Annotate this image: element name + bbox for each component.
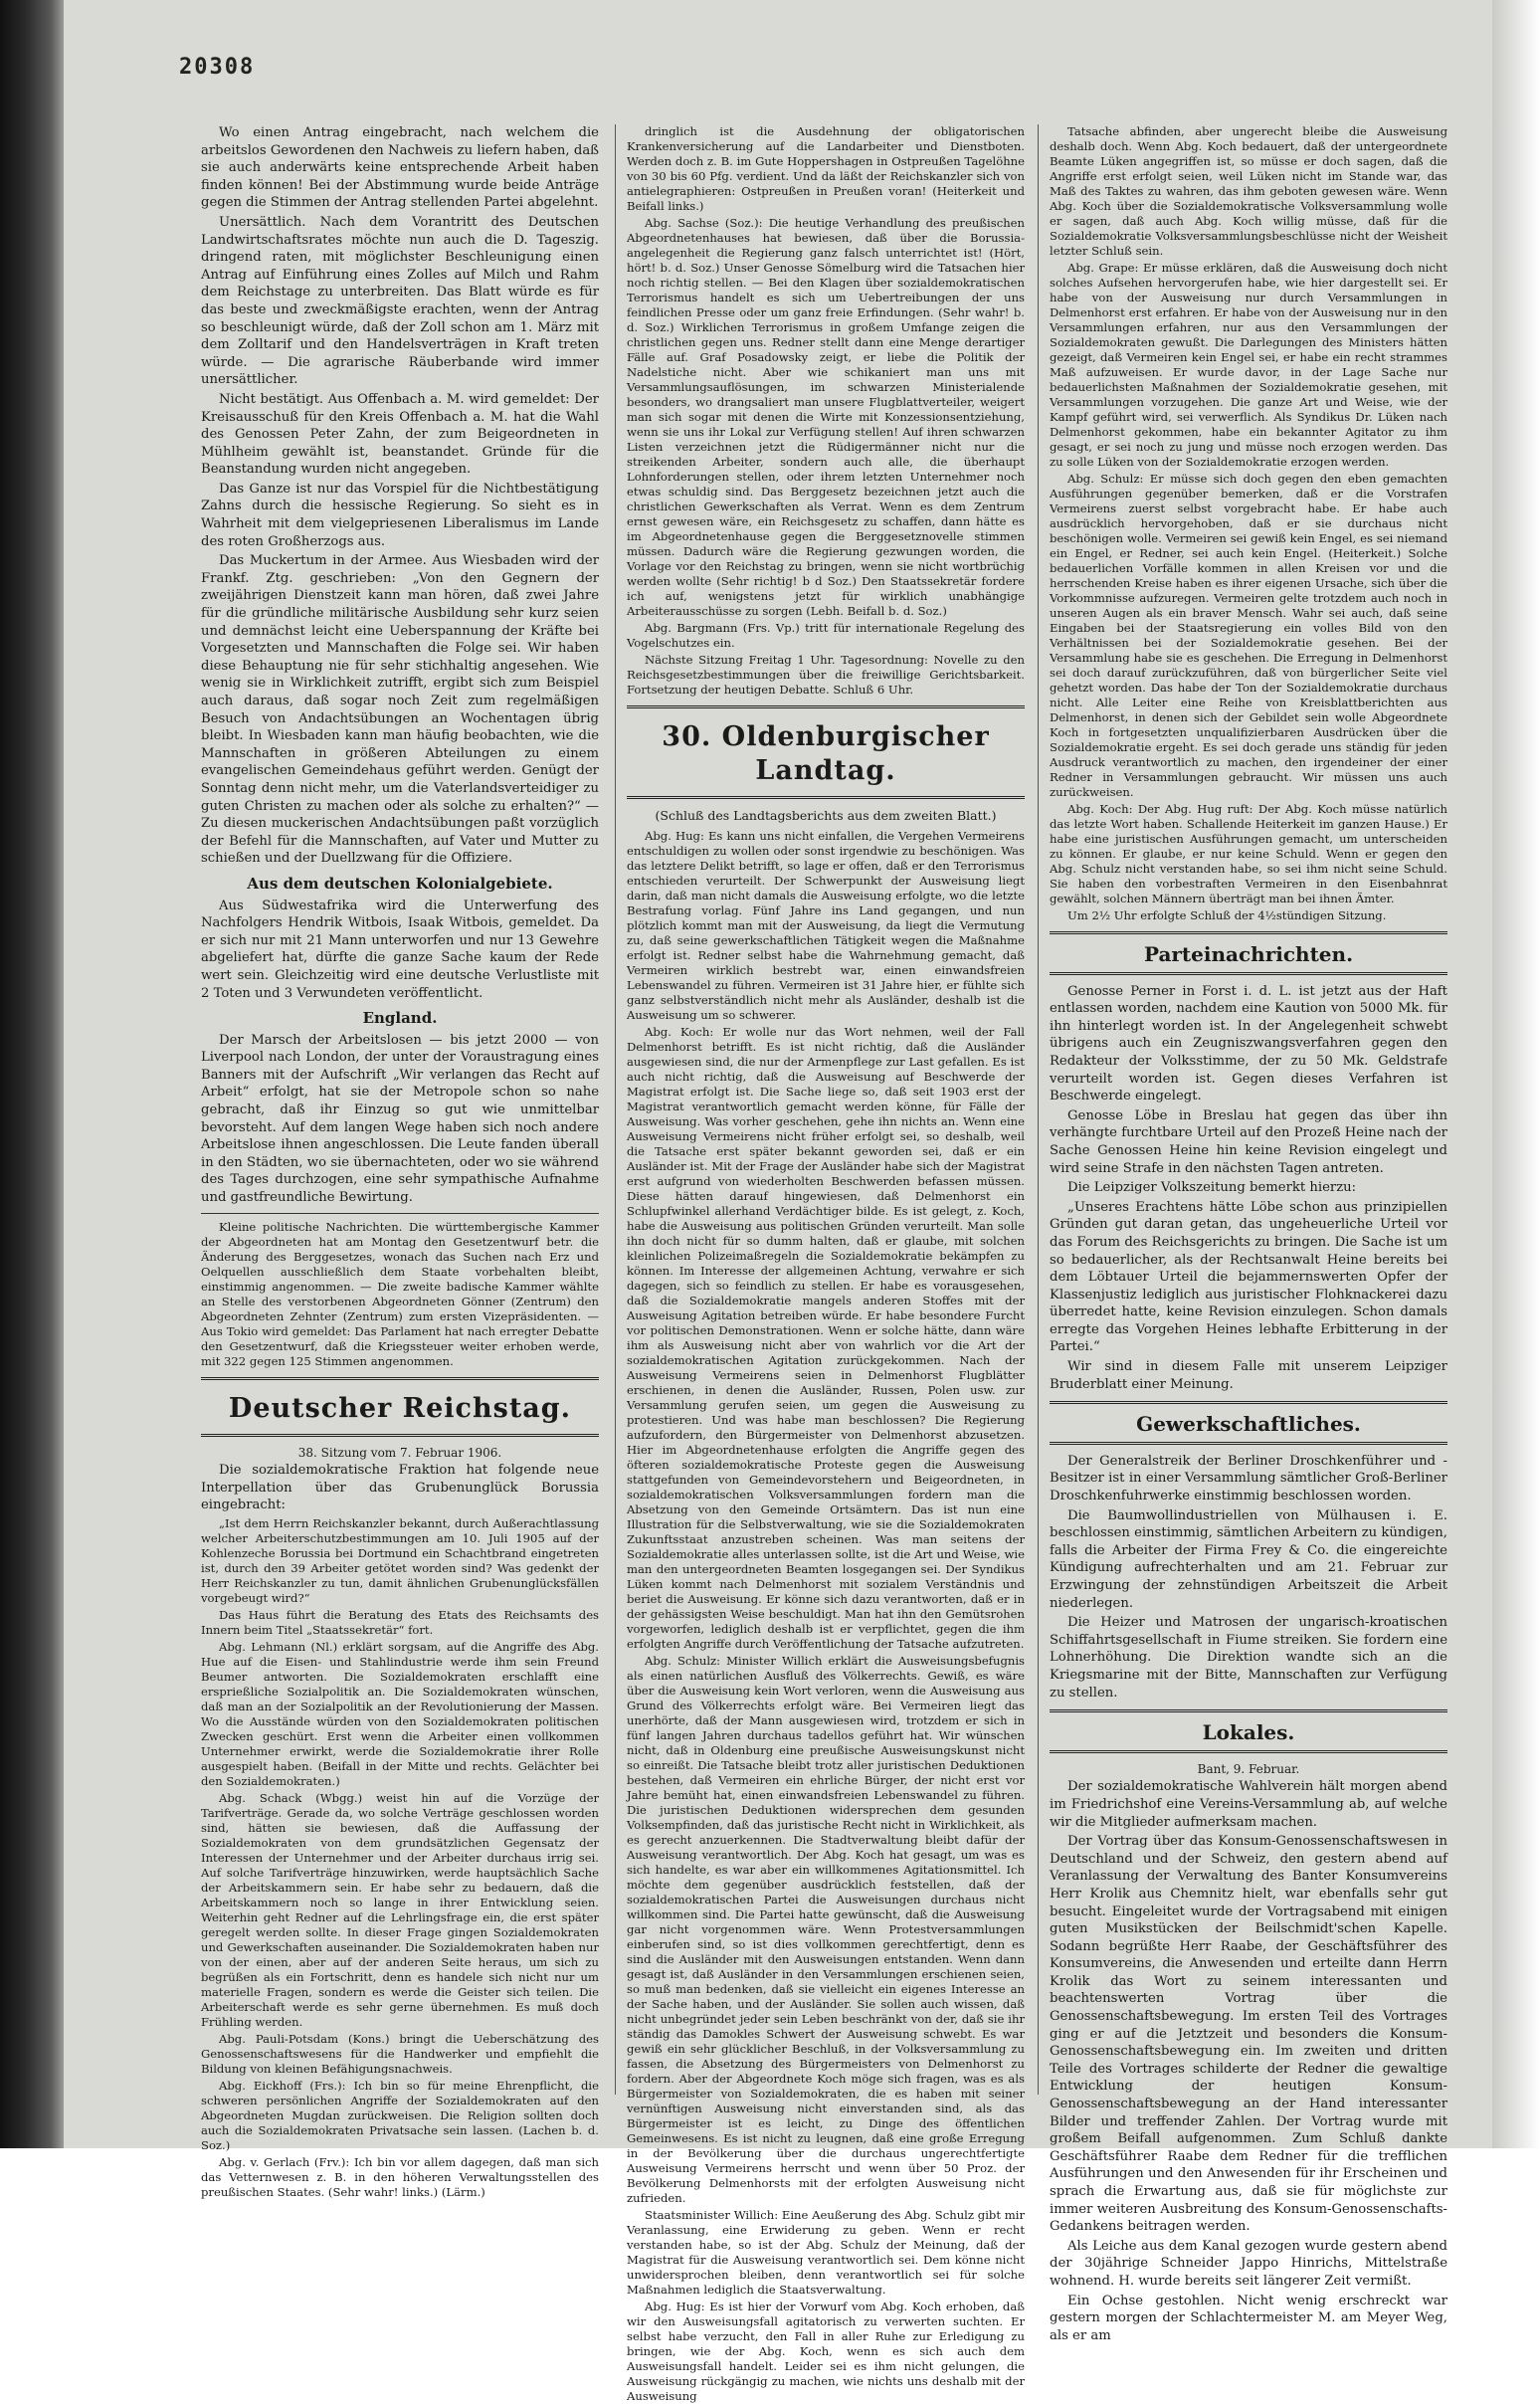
book-binding: [0, 0, 64, 2148]
paragraph: Das Haus führt die Beratung des Etats des Reichsamts des Innern beim Titel „Staatssekretär“ fort.: [201, 1608, 599, 1637]
paragraph: Abg. Hug: Es ist hier der Vorwurf vom Abg. Koch erhoben, daß wir den Ausweisungsfall agitatorisch zu verwerten suchten. Er selbst habe verzucht, den Fall in aller Ruhe zur Erledigung zu bringen, wie der Abg. Koch, wenn es sich auch dem Ausweisungsfall handelt. Leider sei es ihm nicht gelungen, die Ausweisung rückgängig zu machen, wie nichts uns deshalb mit der Ausweisung: [627, 2299, 1025, 2403]
paragraph: Ein Ochse gestohlen. Nicht wenig erschreckt war gestern morgen der Schlachtermeister M. am Meyer Weg, als er am: [1050, 2293, 1447, 2343]
paragraph: Nächste Sitzung Freitag 1 Uhr. Tagesordnung: Novelle zu den Reichsgesetzbestimmungen über die freiwillige Gerichtsbarkeit. Fortsetzung der heutigen Debatte. Schluß 6 Uhr.: [627, 653, 1025, 697]
paragraph: Abg. Schulz: Minister Willich erklärt die Ausweisungsbefugnis als einen natürlichen Ausfluß des Völkerrechts. Gewiß, es wäre über die Ausweisung kein Wort verloren, wenn die Ausweisung aus Grund des Völkerrechts erfolgt wäre. Bei Vermeiren liegt das unerhörte, daß der Mann ausgewiesen wird, trotzdem er sich in fünf langen Jahren durchaus tadellos geführt hat. Wir wünschen nicht, daß in Oldenburg eine preußische Ausweisungskunst nicht so einreißt. Die Tatsache bleibt trotz aller juristischen Deduktionen bestehen, daß Vermeiren ein ehrliche Bürger, der nicht erst vor Jahre bemüht hat, einen einwandsfreien Lebenswandel zu führen. Die juristischen Deduktionen widersprechen dem gesunden Volksempfinden, daß das juristische Recht nicht in Wirklichkeit, als es gerecht anzuerkennen. Die Stadtverwaltung bleibt dafür der Ausweisung verantwortlich. Der Abg. Koch hat gesagt, um was es sich handelte, es war aber ein willkommenes Agitationsmittel. Ich möchte dem gegenüber ausdrücklich feststellen, daß der sozialdemokratischen Partei die Ausweisungen durchaus nicht willkommen sind. Die Partei hatte gewünscht, daß die Ausweisung gar nicht vorgenommen wäre. Wenn Protestversammlungen einberufen sind, so ist dies vollkommen gerechtfertigt, denn es sind die Ausländer mit den Ausweisungen entstanden. Wenn dann gesagt ist, daß Ausländer in den Versammlungen erschienen seien, so muß man bedenken, daß sie vielleicht ein eigenes Interesse an der Sache haben, und der Ausländer. Sie sollen auch wissen, daß nicht unbegründet jeder sein Leben beschränkt von der, daß sie ihr ständig das Damokles Schwert der Ausweisung schwebt. Es war gewiß ein sehr glücklicher Beschluß, in der Volksversammlung zu fassen, die Absetzung des Bürgermeisters von Delmenhorst zu fordern. Aber der Abgeordnete Koch möge sich fragen, was es als Bürgermeister von Sozialdemokraten, die es haben mit seiner vernünftigen Ausweisung nicht einverstanden sind, als das Bürgermeister ist es leicht, zu Dinge des öffentlichen Gemeinwesens. Es ist nicht zu leugnen, daß eine große Erregung in der Bevölkerung über die durchaus ungerechtfertigte Ausweisung Vermeirens herrscht und wenn über 50 Proz. der Bevölkerung Delmenhorsts mit der erfolgten Ausweisung nicht zufrieden.: [627, 1653, 1025, 2205]
section-subheading: (Schluß des Landtagsberichts aus dem zweiten Blatt.): [655, 808, 997, 823]
section-box: [627, 705, 1025, 799]
section-heading: 30. Oldenburgischer Landtag.: [662, 721, 990, 786]
column-1: [201, 124, 599, 2199]
paragraph: Unersättlich. Nach dem Vorantritt des Deutschen Landwirtschaftsrates möchte nun auch die D. Tageszig. dringend raten, mit möglichster Beschleunigung einen Antrag auf Einführung eines Zolles auf Milch und Rahm dem Reichstage zu unterbreiten. Das Blatt würde es für das beste und zweckmäßigste erachten, wenn der Antrag so beschleunigt würde, daß der Zoll schon am 1. März mit dem Zolltarif und den Handelsverträgen in Kraft treten würde. — Die agrarische Räuberbande wird immer unersättlicher.: [201, 214, 599, 388]
dateline: Bant, 9. Februar.: [1197, 1761, 1300, 1776]
paragraph: Kleine politische Nachrichten. Die württembergische Kammer der Abgeordneten hat am Montag den Gesetzentwurf betr. die Änderung des Berggesetzes, wonach das Suchen nach Erz und Oelquellen ausschließlich dem Staate vorbehalten bleibt, einstimmig angenommen. — Die zweite badische Kammer wählte an Stelle des verstorbenen Abgeordneten Gönner (Zentrum) den Abgeordneten Zehnter (Zentrum) zum ersten Vizepräsidenten. — Aus Tokio wird gemeldet: Das Parlament hat nach erregter Debatte den Gesetzentwurf, daß die Kriegssteuer weiter erhoben werde, mit 322 gegen 125 Stimmen angenommen.: [201, 1219, 599, 1368]
section-box: [201, 1377, 599, 1437]
paragraph: Abg. Lehmann (Nl.) erklärt sorgsam, auf die Angriffe des Abg. Hue auf die Eisen- und Stahlindustrie werde ihm sein Freund Beumer antworten. Die Sozialdemokraten erschlafft eine ersprießliche Sozialpolitik an. Die Sozialdemokraten wünschen, daß man an der Sozialpolitik an der Revolutionierung der Massen. Wo die Ausstände würden von den Sozialdemokraten politischen Zwecken geschürt. Erst wenn die Arbeiter einen vollkommen Unternehmer erwirkt, werde die Sozialdemokratie ihrer Rolle ausgespielt haben. (Beifall in der Mitte und rechts. Gelächter bei den Sozialdemokraten.): [201, 1640, 599, 1788]
paragraph: Abg. Schulz: Er müsse sich doch gegen den eben gemachten Ausführungen gegenüber bemerken, daß er die Vorstrafen Vermeirens zuerst selbst vorgebracht habe. Er habe auch ausdrücklich hervorgehoben, daß er sie durchaus nicht beschönigen wolle. Vermeiren sei gewiß kein Engel, es sei niemand ein Engel, er Redner, sei auch kein Engel. (Heiterkeit.) Solche bedauerlichen Vorfälle kommen in allen Kreisen vor und die herrschenden Kreise haben es ihrer eigenen Ursache, sich über die Vorkommnisse aufzuregen. Vermeiren gelte trotzdem auch noch in unseren Augen als ein braver Mensch. Wahr sei auch, daß seine Eingaben bei der Staatsregierung ein volles Bild von den Verhältnissen bei der Sozialdemokratie gesehen. Bei der Versammlung habe sie es geschehen. Die Erregung in Delmenhorst sei doch darauf zurückzuführen, daß von bürgerlicher Seite viel gehetzt worden. Das habe der Ton der Sozialdemokratie durchaus nicht. Alle Leiter eine Reihe von Kreisblattberichten aus Delmenhorst, in denen sich der Gebildet sein wolle Abgeordnete Koch in fortgesetzten unqualifizierbaren Ausdrücken über die Sozialdemokratie ergeht. Es sei doch gerade uns ständig für jeden Ausdruck verantwortlich zu machen, den irgendeiner der einer Redner in Versammlungen gebraucht. Wir müssen uns auch zurückweisen.: [1050, 472, 1447, 799]
section-heading: Gewerkschaftliches.: [1136, 1412, 1361, 1437]
section-heading: England.: [362, 1009, 438, 1028]
paragraph: Wo einen Antrag eingebracht, nach welchem die arbeitslos Gewordenen den Nachweis zu liefern haben, daß sie auch anderwärts keine entsprechende Arbeit haben finden können! Bei der Abstimmung wurde beide Anträge gegen die Stimmen der Antrag stellenden Partei abgelehnt.: [201, 125, 599, 211]
paragraph: Abg. Koch: Der Abg. Hug ruft: Der Abg. Koch müsse natürlich das letzte Wort haben. Schallende Heiterkeit im ganzen Hause.) Er habe eine juristischen Ausführungen gemacht, um unterscheiden zu können. Er glaube, er nur keine Schuld. Wenn er gegen den Abg. Schulz nicht verstanden habe, so sei ihm nicht seine Schuld. Sie haben den vorbestraften Vermeiren in den Eisenbahnrat gewählt, solchen Männern überträgt man bei ihnen Ämter.: [1050, 802, 1447, 905]
paragraph: Der Marsch der Arbeitslosen — bis jetzt 2000 — von Liverpool nach London, der unter der Voraustragung eines Banners mit der Aufschrift „Wir verlangen das Recht auf Arbeit“ erfolgt, hat sie der Metropole schon so nahe gebracht, daß ihr Einzug so gut wie unmittelbar bevorsteht. Auf dem langen Wege haben sich noch andere Arbeitslose ihnen angeschlossen. Die Leute fanden überall in den Städten, wo sie übernachteten, oder wo sie während des Tages durchzogen, eine sehr sympathische Aufnahme und gastfreundliche Bewirtung.: [201, 1032, 599, 1206]
section-heading: Lokales.: [1202, 1720, 1295, 1745]
paragraph: Abg. Eickhoff (Frs.): Ich bin so für meine Ehrenpflicht, die schweren persönlichen Angriffe der Sozialdemokraten auf den Abgeordneten Mugdan zurückweisen. Die Religion sollten doch auch die Sozialdemokraten Privatsache sein lassen. (Lachen b. d. Soz.): [201, 2079, 599, 2152]
section-box: [1050, 931, 1447, 975]
paragraph: Abg. Pauli-Potsdam (Kons.) bringt die Ueberschätzung des Genossenschaftswesens für die Handwerker und empfiehlt die Bildung von kleinen Befähigungsnachweis.: [201, 2032, 599, 2076]
paragraph: Die Heizer und Matrosen der ungarisch-kroatischen Schiffahrtsgesellschaft in Fiume streiken. Sie fordern eine Lohnerhöhung. Die Direktion wandte sich an die Kriegsmarine mit der Bitte, Mannschaften zur Verfügung zu stellen.: [1050, 1615, 1447, 1701]
paragraph: Das Ganze ist nur das Vorspiel für die Nichtbestätigung Zahns durch die hessische Regierung. So sieht es in Wahrheit mit dem vielgepriesenen Liberalismus im Lande des roten Großherzogs aus.: [201, 481, 599, 549]
paragraph: Abg. v. Gerlach (Frv.): Ich bin vor allem dagegen, daß man sich das Vetternwesen z. B. in den höheren Verwaltungsstellen des preußischen Staates. (Sehr wahr! links.) (Lärm.): [201, 2155, 599, 2199]
paragraph: Aus Südwestafrika wird die Unterwerfung des Nachfolgers Hendrik Witbois, Isaak Witbois, gemeldet. Da er sich nur mit 21 Mann unterworfen und nur 13 Gewehre abgeliefert hat, dürfte die ganze Sache kaum der Rede wert sein. Gleichzeitig wird eine deutsche Verlustliste mit 2 Toten und 3 Verwundeten veröffentlicht.: [201, 898, 599, 1001]
divider: [201, 1213, 599, 1214]
column-2: [627, 124, 1025, 2403]
section-heading: Deutscher Reichstag.: [228, 1392, 572, 1424]
column-rule: [1038, 124, 1039, 2095]
paragraph: Abg. Koch: Er wolle nur das Wort nehmen, weil der Fall Delmenhorst betrifft. Es ist nicht richtig, daß die Ausländer ausgewiesen sind, die nur der Armenpflege zur Last gefallen. Es ist auch nicht richtig, daß die Ausweisung auf Beschwerde der Magistrat erfolgt ist. Die Sache liege so, daß seit 1903 erst der Magistrat verantwortlich gemacht werden könne, für Fälle der Ausweisung. Was vorher geschehen, gehe ihn nichts an. Wenn eine Ausweisung Vermeirens nicht früher erfolgt sei, so deshalb, weil die Tatsache erst später bekannt geworden sei, daß er ein Ausländer ist. Mit der Frage der Ausländer habe sich der Magistrat erst aufgrund von wiederholten Beschwerden befassen müssen. Diese hätten darauf hingewiesen, daß Delmenhorst ein Schlupfwinkel allerhand Verdächtiger bilde. Es ist gelegt, z. Koch, habe die Ausweisung aus politischen Gründen verurteilt. Man solle ihn doch nicht für so dumm halten, daß er glaube, mit solchen kleinlichen Polizeimaßregeln die Sozialdemokratie bekämpfen zu können. Im Interesse der allgemeinen Achtung, verwahre er sich dagegen, sich so feindlich zu stellen. Er habe es vorausgesehen, daß die Sozialdemokratie mangels anderen Stoffes mit der Ausweisung Agitation betreiben würde. Er habe besondere Furcht vor politischen Demonstrationen. Wenn er solche hätte, dann wäre ihm als Ausweisung nicht aber von wahrlich vor die Art der sozialdemokratischen Agitation zurückgekommen. Nach der Ausweisung Vermeirens seien in Delmenhorst Flugblätter erschienen, in denen die Ausländer, Russen, Polen usw. zur Versammlung gerufen seien, um gegen die Ausweisung zu protestieren. Und was habe man beschlossen? Die Regierung aufzufordern, den Bürgermeister von Delmenhorst abzusetzen. Hier im Abgeordnetenhause erfolgten die Angriffe gegen des öfteren sozialdemokratische Proteste gegen die Ausweisung stattgefunden von Gemeindevorstehern und Beigeordneten, in sozialdemokratischen Volksversammlungen fordern man die Absetzung von den Gemeinde Ortsämtern. Das ist nun eine Illustration für die Selbstverwaltung, wie sie die Sozialdemokraten Zukunftsstaat anzustreben scheinen. Was man seitens der Sozialdemokratie alles unterlassen sollte, ist die Art und Weise, wie man den untergeordneten Beamten losgegangen sei. Der Syndikus Lüken kommt nach Delmenhorst mit sozialem Verständnis und beriet die Ausweisung. Er könne sich dazu verantworten, daß er in der gehässigsten Weise beschuldigt. Man hat ihn den Gemütsrohen vorgeworfen, lediglich deshalb ist er verpflichtet, gegen die ihm erfolgten Angriffe durch Veröffentlichung der Tatsache aufzutreten.: [627, 1024, 1025, 1651]
paragraph: Um 2½ Uhr erfolgte Schluß der 4½stündigen Sitzung.: [1067, 908, 1387, 922]
paragraph: Tatsache abfinden, aber ungerecht bleibe die Ausweisung deshalb doch. Wenn Abg. Koch bedauert, daß der untergeordnete Beamte Lüken angegriffen ist, so müsse er doch sagen, daß die Angriffe erst erfolgt seien, weil Lüken nicht im Stande war, das Maß des Taktes zu wahren, das ihm geboten gewesen wäre. Wenn Abg. Koch über die Sozialdemokratische Volksversammlung wolle er sagen, daß auch Abg. Koch willig müsse, daß für die Sozialdemokratie Volksversammlungsbeschlüsse nicht der Weisheit letzter Schluß sein.: [1050, 124, 1447, 258]
paragraph: Die Baumwollindustriellen von Mülhausen i. E. beschlossen einstimmig, sämtlichen Arbeitern zu kündigen, falls die Arbeiter der Firma Frey & Co. die eingereichte Kündigung aufrechterhalten und am 21. Februar zur Erzwingung der zehnstündigen Arbeitszeit die Arbeit niederlegen.: [1050, 1507, 1447, 1611]
paragraph: Als Leiche aus dem Kanal gezogen wurde gestern abend der 30jährige Schneider Jappo Hinrichs, Mittelstraße wohnend. H. wurde bereits seit längerer Zeit vermißt.: [1050, 2238, 1447, 2289]
paragraph: Abg. Bargmann (Frs. Vp.) tritt für internationale Regelung des Vogelschutzes ein.: [627, 621, 1025, 650]
paragraph: Der sozialdemokratische Wahlverein hält morgen abend im Friedrichshof eine Vereins-Versammlung ab, auf welche wir die Mitglieder aufmerksam machen.: [1050, 1779, 1447, 1830]
paragraph: Der Vortrag über das Konsum-Genossenschaftswesen in Deutschland und der Schweiz, den gestern abend auf Veranlassung der Verwaltung des Banter Konsumvereins Herr Krolik aus Chemnitz hielt, war ebenfalls sehr gut besucht. Eingeleitet wurde der Vortragsabend mit einigen guten Musikstücken der Beilschmidt'schen Kapelle. Sodann begrüßte Herr Raabe, der Geschäftsführer des Konsumvereins, die Anwesenden und erteilte dann Herrn Krolik das Wort zu seinem interessanten und beachtenswerten Vortrag über die Genossenschaftsbewegung. Im ersten Teil des Vortrages ging er auf die Jetztzeit und besonders die Konsum-Genossenschaftsbewegung ein. Im zweiten und dritten Teile des Vortrages schilderte der Redner die gewaltige Entwicklung der heutigen Konsum-Genossenschaftsbewegung an der Hand interessanter Bilder und treffender Zahlen. Der Vortrag wurde mit großem Beifall aufgenommen. Zum Schluß dankte Geschäftsführer Raabe dem Redner für die trefflichen Ausführungen und den Anwesenden für ihr Erscheinen und sprach die Erwartung aus, daß sie für möglichste zur immer weiteren Ausbreitung des Konsum-Genossenschafts-Gedankens beitragen werden.: [1050, 1834, 1447, 2235]
paragraph: Das Muckertum in der Armee. Aus Wiesbaden wird der Frankf. Ztg. geschrieben: „Von den Gegnern der zweijährigen Dienstzeit kann man hören, daß zwei Jahre für die gründliche militärische Ausbildung sehr kurz seien und demnächst leicht eine Ueberspannung der Kräfte bei Vorgesetzten und Mannschaften die Folge sei. Wir haben diese Behauptung nie für sehr stichhaltig angesehen. Wie wenig sie in Wirklichkeit zutrifft, ergibt sich zum Beispiel auch daraus, daß sogar noch Zeit zum regelmäßigen Besuch von Andachtsübungen an Wochentagen übrig bleibt. In Wiesbaden kann man häufig beobachten, wie die Mannschaften in größeren Abteilungen zu einem evangelischen Gemeindehaus geführt werden. Genügt der Sonntag denn nicht mehr, um die Vaterlandsverteidiger zu guten Christen zu machen oder als solche zu erhalten?“ — Zu diesen muckerischen Andachtsübungen paßt vorzüglich der Befehl für die Mannschaften, auf Vater und Mutter zu schießen und der Duellzwang für die Offiziere.: [201, 553, 599, 867]
column-rule: [615, 124, 616, 2095]
paragraph: Abg. Schack (Wbgg.) weist hin auf die Vorzüge der Tarifverträge. Gerade da, wo solche Verträge geschlossen worden sind, hätten sie bewiesen, daß die Auffassung der Sozialdemokraten von dem grundsätzlichen Gegensatz der Interessen der Unternehmer und der Arbeiter durchaus irrig sei. Auf solche Tarifverträge hinzuwirken, werde hauptsächlich Sache der Arbeitskammern sein. Er habe sehr zu bedauern, daß die Arbeitskammern noch so lange in ihrer Entwicklung seien. Weiterhin geht Redner auf die Lehrlingsfrage ein, die erst später geregelt werden sollte. In dieser Frage gingen Sozialdemokraten und Gewerkschaften auseinander. Die Sozialdemokraten haben nur von der einen, aber auf der anderen Seite heraus, um sich zu begrüßen als ein Fortschritt, denn es handele sich nicht nur um materielle Fragen, sondern es werde die Geister sich teilen. Die Arbeiterschaft werde es sehr gerne übernehmen. Es muß doch Frühling werden.: [201, 1791, 599, 2029]
section-heading: Aus dem deutschen Kolonialgebiete.: [247, 874, 553, 893]
paragraph: „Unseres Erachtens hätte Löbe schon aus prinzipiellen Gründen gut daran getan, das ungeheuerliche Urteil vor das Forum des Reichsgerichts zu bringen. Die Sache ist um so bedauerlicher, als der Rechtsanwalt Heine bereits bei dem Löbtauer Urteil die bejammernswerten Opfer der Klassenjustiz lediglich aus juristischer Flohknackerei dazu überredet hatte, keine Revision einzulegen. Schon damals erregte das Vorgehen Heines lebhafte Erbitterung in der Partei.“: [1050, 1199, 1447, 1355]
paragraph: Abg. Hug: Es kann uns nicht einfallen, die Vergehen Vermeirens entschuldigen zu wollen oder sonst irgendwie zu beschönigen. Was das letztere Delikt betrifft, so lage er offen, daß er den Terrorismus entschieden verurteilt. Der Schwerpunkt der Ausweisung liegt darin, daß man nicht damals die Ausweisung erfolgte, wo die letzte Bestrafung vorlag. Fünf Jahre ins Land gegangen, und nun plötzlich kommt man mit der Ausweisung, da liegt die Vermutung zu, daß seine gewerkschaftlichen Tätigkeit wegen die Maßnahme erfolgt ist. Redner selbst habe die Wahrnehmung gemacht, daß Vermeiren wirklich bestrebt war, einen einwandsfreien Lebenswandel zu führen. Vermeiren ist 31 Jahre hier, er fühlte sich ganz selbstverständlich nicht mehr als Ausländer, deshalb ist die Ausweisung um so schwerer.: [627, 828, 1025, 1022]
column-3: [1050, 124, 1447, 2343]
section-box: [1050, 1401, 1447, 1445]
paragraph: Nicht bestätigt. Aus Offenbach a. M. wird gemeldet: Der Kreisausschuß für den Kreis Offenbach a. M. hat die Wahl des Genossen Peter Zahn, der zum Beigeordneten in Mühlheim gewählt ist, beanstandet. Gründe für die Beanstandung wurden nicht angegeben.: [201, 391, 599, 478]
paragraph: Abg. Sachse (Soz.): Die heutige Verhandlung des preußischen Abgeordnetenhauses hat bewiesen, daß über die Borussia-angelegenheit die Regierung ganz falsch unterrichtet ist! (Hört, hört! b. d. Soz.) Unser Genosse Sömelburg wird die Tatsachen hier noch richtig stellen. — Bei den Klagen über sozialdemokratischen Terrorismus handelt es sich um Uebertreibungen der uns feindlichen Presse oder um ganz freie Erfindungen. (Sehr wahr! b. d. Soz.) Wirklichen Terrorismus in großem Umfange zeigen die christlichen gegen uns. Redner stellt dann eine Menge derartiger Fälle auf. Graf Posadowsky zeigt, er liebe die Politik der Nadelstiche nicht. Aber wie schikaniert man uns mit Versammlungsauflösungen, im schwarzen Ministerialende besonders, wo drangsaliert man unsere Flugblattverteiler, weigert man sich sogar mit denen die Wirte mit Konzessionsentziehung, wenn sie uns ihr Lokal zur Verfügung stellen! Auf ihren schwarzen Listen verzeichnen jetzt die Rüdigermänner nicht nur die streikenden Arbeiter, sondern auch alle, die überhaupt Lohnforderungen stellen, oder ihrem letzten Unternehmer noch etwas schuldig sind. Das Berggesetz bezeichnen jetzt auch die christlichen Gewerkschaften als Verrat. Wenn es dem Zentrum ernst gewesen wäre, ein Reichsgesetz zu schaffen, dann hätte es im Abgeordnetenhause gegen die Berggesetznovelle stimmen müssen. Dadurch wäre die Regierung gezwungen worden, die Vorlage vor den Reichstag zu bringen, wenn sie nicht wortbrüchig werden wollte (Sehr richtig! b d Soz.) Den Staatssekretär fordere ich auf, wenigstens jetzt für wirklich unabhängige Arbeiterausschüsse zu sorgen (Lebh. Beifall b. d. Soz.): [627, 216, 1025, 618]
section-heading: Parteinachrichten.: [1143, 942, 1354, 966]
page-edge: [1492, 0, 1540, 2148]
paragraph: Abg. Grape: Er müsse erklären, daß die Ausweisung doch nicht solches Aufsehen hervorgerufen habe, wie hier dargestellt sei. Er habe von der Ausweisung nur durch Versammlungen in Delmenhorst erst erfahren. Er habe von der Ausweisung nur in den Versammlungen erfahren, nur aus den Versammlungen der Sozialdemokraten gewußt. Die Darlegungen des Ministers hätten gezeigt, daß Vermeiren kein Engel sei, er habe ein recht strammes Maß aufzuweisen. Er wurde davor, in der Lage Sache nur bedauerlichsten Maßnahmen der Sozialdemokratie gesehen, mit Versammlungen vorzugehen. Die ganze Art und Weise, wie der Kampf geführt wird, sei verwerflich. Als Syndikus Dr. Lüken nach Delmenhorst gekommen, habe ein bekannter Agitator zu ihm gesagt, er sei noch zu jung und müsse noch erzogen werden. Das zu solle Lüken von der Sozialdemokratie erzogen werden.: [1050, 261, 1447, 469]
paragraph: Die Leipziger Volkszeitung bemerkt hierzu:: [1067, 1180, 1357, 1196]
paragraph: Der Generalstreik der Berliner Droschkenführer und -Besitzer ist in einer Versammlung sämtlicher Groß-Berliner Droschkenfuhrwerke einstimmig beschlossen worden.: [1050, 1453, 1447, 1504]
page-number: 20308: [179, 55, 256, 80]
paragraph: „Ist dem Herrn Reichskanzler bekannt, durch Außerachtlassung welcher Arbeiterschutzbestimmungen am 10. Juli 1905 auf der Kohlenzeche Borussia bei Dortmund ein Schachtbrand eingetreten ist, durch den 39 Arbeiter getötet worden sind? Was gedenkt der Herr Reichskanzler zu tun, damit ähnlichen Grubenunglücksfällen vorgebeugt wird?“: [201, 1516, 599, 1605]
section-box: [1050, 1709, 1447, 1753]
paragraph: Die sozialdemokratische Fraktion hat folgende neue Interpellation über das Grubenunglück Borussia eingebracht:: [201, 1463, 599, 1513]
paragraph: Genosse Löbe in Breslau hat gegen das über ihn verhängte furchtbare Urteil auf den Prozeß Heine nach der Sache Genossen Heine hin keine Revision eingelegt und wird seine Strafe in den nächsten Tagen antreten.: [1050, 1107, 1447, 1176]
paragraph: Genosse Perner in Forst i. d. L. ist jetzt aus der Haft entlassen worden, nachdem eine Kaution von 5000 Mk. für ihn hinterlegt worden ist. In der Angelegenheit schwebt übrigens auch ein Zeugniszwangsverfahren gegen den Redakteur der Volksstimme, der zu 50 Mk. Geldstrafe verurteilt worden ist. Gegen dieses Verfahren ist Beschwerde eingelegt.: [1050, 983, 1447, 1104]
paragraph: dringlich ist die Ausdehnung der obligatorischen Krankenversicherung auf die Landarbeiter und Dienstboten. Werden doch z. B. im Gute Hoppershagen in Ostpreußen Tagelöhne von 30 bis 60 Pfg. verdient. Und da läßt der Reichskanzler sich von antielegraphieren: Ostpreußen in Preußen voran! (Heiterkeit und Beifall links.): [627, 124, 1025, 213]
paragraph: Staatsminister Willich: Eine Aeußerung des Abg. Schulz gibt mir Veranlassung, eine Erwiderung zu geben. Wenn er recht verstanden habe, so ist der Abg. Schulz der Meinung, daß der Magistrat für die Ausweisung verantwortlich sei. Dem könne nicht unwidersprochen bleiben, denn verantwortlich sei für solche Maßnahmen lediglich die Staatsverwaltung.: [627, 2207, 1025, 2297]
session-date: 38. Sitzung vom 7. Februar 1906.: [297, 1445, 502, 1460]
paragraph: Wir sind in diesem Falle mit unserem Leipziger Bruderblatt einer Meinung.: [1050, 1359, 1447, 1392]
